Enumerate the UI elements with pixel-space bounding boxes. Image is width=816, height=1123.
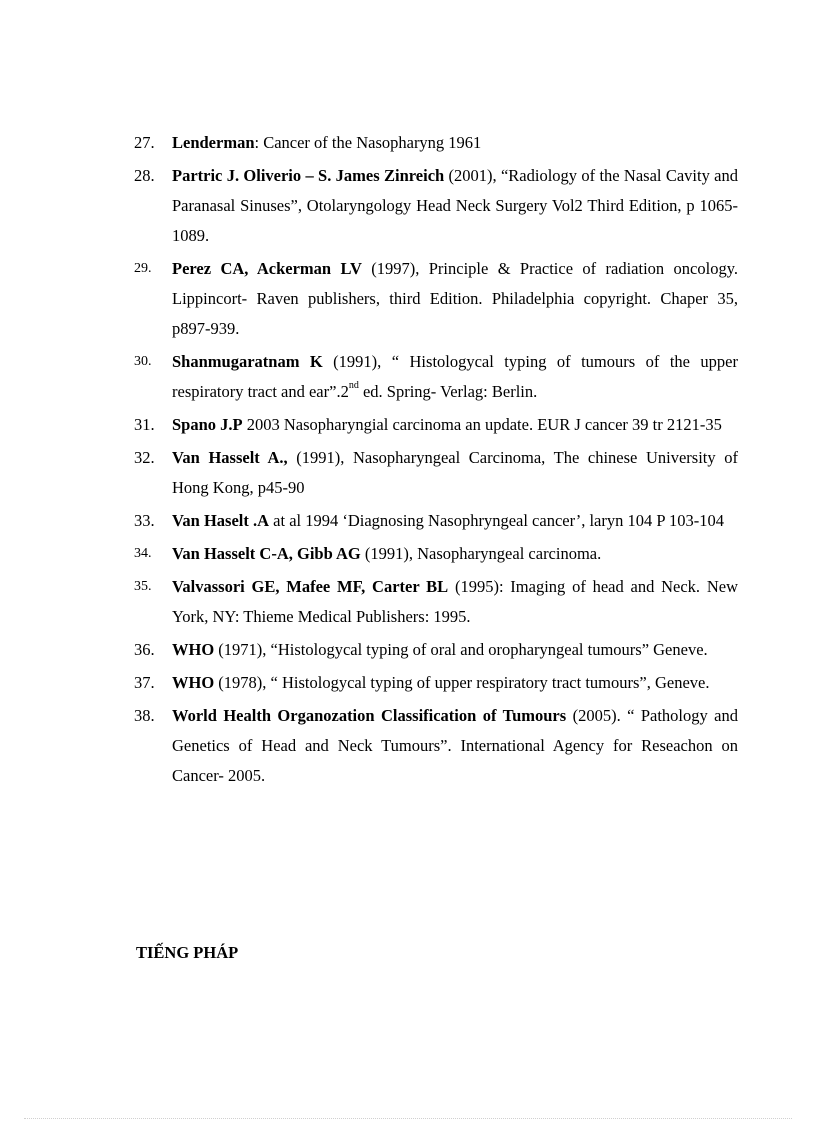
reference-details: (1991), Nasopharyngeal carcinoma. <box>360 544 602 563</box>
reference-author: Partric J. Oliverio – S. James Zinreich <box>172 166 445 185</box>
reference-number: 27. <box>134 133 155 152</box>
reference-details: (1991), “ Histologycal typing of tumours of the upper respiratory tract and ear”.2 <box>172 352 738 401</box>
reference-text <box>172 347 738 407</box>
reference-text <box>172 572 738 632</box>
reference-text <box>172 635 738 665</box>
reference-superscript: nd <box>348 379 359 391</box>
reference-author: Lenderman <box>172 133 255 152</box>
reference-item <box>134 410 738 440</box>
reference-number: 29. <box>134 261 152 276</box>
section-heading: TIẾNG PHÁP <box>136 943 239 962</box>
reference-details: (2005). “ Pathology and Genetics of Head and Neck Tumours”. International Agency for Reseachon on Cancer- 2005. <box>172 706 738 785</box>
reference-number: 34. <box>134 546 152 561</box>
reference-item <box>134 161 738 251</box>
reference-author: Van Haselt .A <box>172 511 270 530</box>
reference-text <box>172 506 738 536</box>
reference-item <box>134 668 738 698</box>
reference-number: 31. <box>134 415 155 434</box>
reference-text <box>172 410 738 440</box>
reference-details: (1995): Imaging of head and Neck. New York, NY: Thieme Medical Publishers: 1995. <box>172 577 738 626</box>
reference-author: WHO <box>172 640 215 659</box>
reference-text <box>172 668 738 698</box>
reference-author: WHO <box>172 673 215 692</box>
reference-details: (2001), “Radiology of the Nasal Cavity and Paranasal Sinuses”, Otolaryngology Head Neck Surgery Vol2 Third Edition, p 1065-1089. <box>172 166 738 245</box>
reference-item <box>134 254 738 344</box>
reference-details: 2003 Nasopharyngial carcinoma an update. EUR J cancer 39 tr 2121-35 <box>242 415 722 434</box>
reference-text <box>172 539 738 569</box>
page-bottom-divider <box>24 1118 792 1119</box>
reference-text <box>172 443 738 503</box>
reference-text <box>172 161 738 251</box>
reference-author: Van Hasselt A., <box>172 448 288 467</box>
reference-item <box>134 635 738 665</box>
reference-author: Shanmugaratnam K <box>172 352 323 371</box>
reference-number: 37. <box>134 673 155 692</box>
reference-item <box>134 701 738 791</box>
reference-details: at al 1994 ‘Diagnosing Nasophryngeal cancer’, laryn 104 P 103-104 <box>269 511 725 530</box>
reference-details: : Cancer of the Nasopharyng 1961 <box>254 133 482 152</box>
reference-author: Van Hasselt C-A, Gibb AG <box>172 544 361 563</box>
reference-author: World Health Organozation Classification of Tumours <box>172 706 567 725</box>
reference-number: 35. <box>134 579 152 594</box>
reference-author: Valvassori GE, Mafee MF, Carter BL <box>172 577 449 596</box>
reference-number: 33. <box>134 511 155 530</box>
reference-item <box>134 443 738 503</box>
reference-details-end: ed. Spring- Verlag: Berlin. <box>358 382 538 401</box>
reference-author: Spano J.P <box>172 415 243 434</box>
reference-details: (1991), Nasopharyngeal Carcinoma, The chinese University of Hong Kong, p45-90 <box>172 448 738 497</box>
reference-number: 30. <box>134 354 152 369</box>
reference-number: 36. <box>134 640 155 659</box>
reference-item <box>134 506 738 536</box>
reference-author: Perez CA, Ackerman LV <box>172 259 362 278</box>
reference-details: (1971), “Histologycal typing of oral and oropharyngeal tumours” Geneve. <box>214 640 708 659</box>
reference-number: 32. <box>134 448 155 467</box>
reference-item <box>134 572 738 632</box>
reference-text <box>172 254 738 344</box>
reference-text <box>172 701 738 791</box>
reference-item <box>134 128 738 158</box>
reference-number: 28. <box>134 166 155 185</box>
reference-number: 38. <box>134 706 155 725</box>
reference-list <box>134 128 738 794</box>
reference-item <box>134 347 738 407</box>
reference-item <box>134 539 738 569</box>
reference-text <box>172 128 738 158</box>
reference-details: (1978), “ Histologycal typing of upper respiratory tract tumours”, Geneve. <box>214 673 710 692</box>
reference-details: (1997), Principle & Practice of radiation oncology. Lippincort- Raven publishers, third Edition. Philadelphia copyright. Chaper 35, p897-939. <box>172 259 738 338</box>
